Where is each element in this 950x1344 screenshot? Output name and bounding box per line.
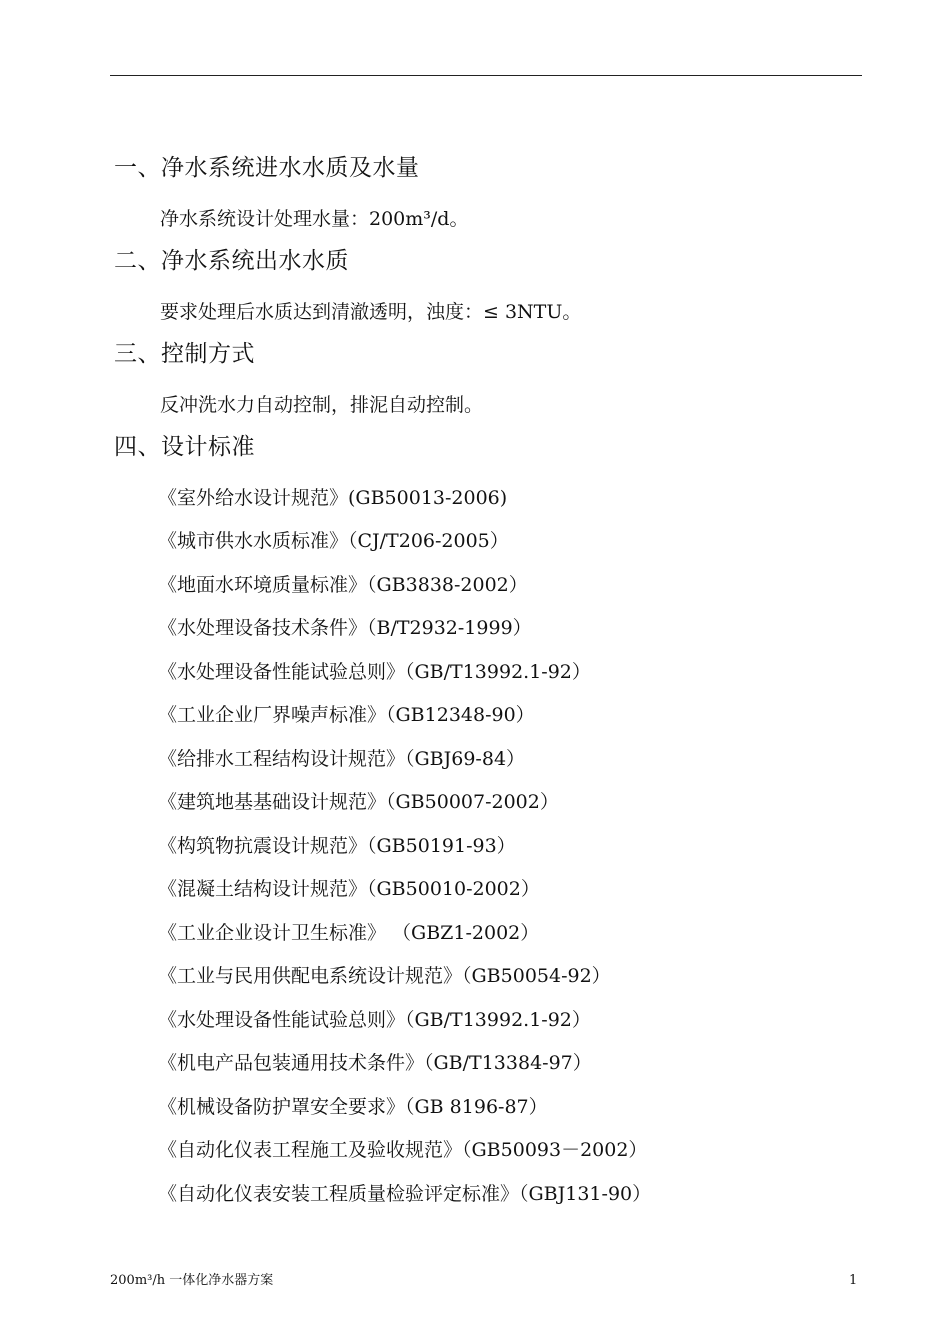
- standard-item: 《建筑地基基础设计规范》（GB50007-2002）: [158, 791, 559, 813]
- footer-title: 200m³/h 一体化净水器方案: [110, 1273, 274, 1288]
- section-1-heading: 一、净水系统进水水质及水量: [114, 155, 420, 181]
- standard-item: 《自动化仪表工程施工及验收规范》（GB50093－2002）: [158, 1139, 648, 1161]
- standard-item: 《自动化仪表安装工程质量检验评定标准》（GBJ131-90）: [158, 1183, 652, 1205]
- standard-item: 《室外给水设计规范》(GB50013-2006): [158, 487, 508, 509]
- page-number: 1: [849, 1273, 858, 1288]
- section-3-heading: 三、控制方式: [114, 341, 255, 367]
- standard-item: 《城市供水水质标准》（CJ/T206-2005）: [158, 530, 509, 552]
- standard-item: 《工业与民用供配电系统设计规范》（GB50054-92）: [158, 965, 611, 987]
- standard-item: 《给排水工程结构设计规范》（GBJ69-84）: [158, 748, 526, 770]
- section-1-text: 净水系统设计处理水量：200m³/d。: [160, 208, 469, 230]
- standard-item: 《机电产品包装通用技术条件》（GB/T13384-97）: [158, 1052, 592, 1074]
- standard-item: 《水处理设备性能试验总则》（GB/T13992.1-92）: [158, 661, 591, 683]
- section-3-text: 反冲洗水力自动控制，排泥自动控制。: [160, 394, 484, 416]
- section-4-heading: 四、设计标准: [114, 434, 255, 460]
- standard-item: 《水处理设备性能试验总则》（GB/T13992.1-92）: [158, 1009, 591, 1031]
- section-2-text: 要求处理后水质达到清澈透明，浊度：≤ 3NTU。: [160, 301, 582, 323]
- standard-item: 《混凝土结构设计规范》（GB50010-2002）: [158, 878, 540, 900]
- header-rule: [110, 75, 862, 76]
- standard-item: 《工业企业厂界噪声标准》（GB12348-90）: [158, 704, 535, 726]
- standard-item: 《水处理设备技术条件》（B/T2932-1999）: [158, 617, 532, 639]
- standard-item: 《工业企业设计卫生标准》 （GBZ1-2002）: [158, 922, 540, 944]
- standard-item: 《机械设备防护罩安全要求》（GB 8196-87）: [158, 1096, 548, 1118]
- section-2-heading: 二、净水系统出水水质: [114, 248, 349, 274]
- standard-item: 《地面水环境质量标准》（GB3838-2002）: [158, 574, 528, 596]
- standard-item: 《构筑物抗震设计规范》（GB50191-93）: [158, 835, 516, 857]
